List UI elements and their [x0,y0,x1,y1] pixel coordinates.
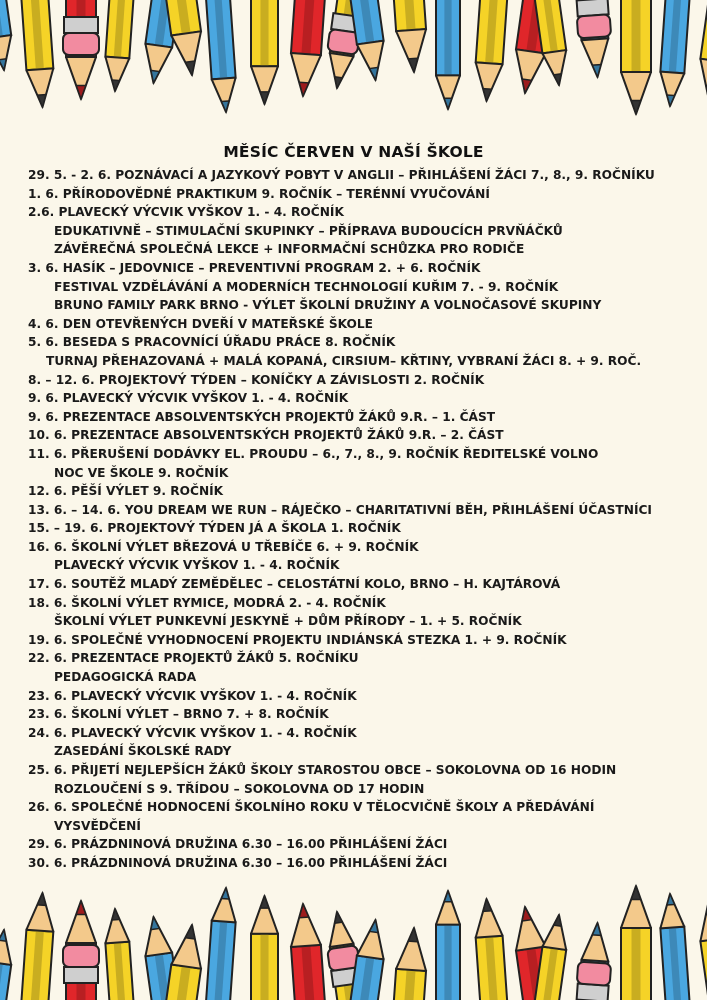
list-item: ZÁVĚREČNÁ SPOLEČNÁ LEKCE + INFORMAČNÍ SCHŮZKA PRO RODIČE [54,242,525,257]
list-item: 2.6. PLAVECKÝ VÝCVIK VYŠKOV 1. - 4. ROČNÍK [28,205,344,220]
list-item: PEDAGOGICKÁ RADA [54,670,197,685]
list-item: 15. – 19. 6. PROJEKTOVÝ TÝDEN JÁ A ŠKOLA 1. ROČNÍK [28,521,401,536]
list-item: EDUKATIVNĚ – STIMULAČNÍ SKUPINKY – PŘÍPRAVA BUDOUCÍCH PRVŇÁČKŮ [54,223,563,238]
list-item: 29. 5. - 2. 6. POZNÁVACÍ A JAZYKOVÝ POBYT V ANGLII – PŘIHLÁŠENÍ ŽÁCI 7., 8., 9. ROČNÍKU [28,168,655,182]
list-item: 18. 6. ŠKOLNÍ VÝLET RYMICE, MODRÁ 2. - 4. ROČNÍK [28,595,386,610]
list-item: ŠKOLNÍ VÝLET PUNKEVNÍ JESKYNĚ + DŮM PŘÍRODY – 1. + 5. ROČNÍK [54,614,522,629]
list-item: 30. 6. PRÁZDNINOVÁ DRUŽINA 6.30 – 16.00 PŘIHLÁŠENÍ ŽÁCI [28,855,448,870]
document-content [0,140,707,873]
list-item: 17. 6. SOUTĚŽ MLADÝ ZEMĚDĚLEC – CELOSTÁTNÍ KOLO, BRNO – H. KAJTÁROVÁ [28,577,561,592]
pencil-border-icon [0,880,707,1000]
list-item: 23. 6. ŠKOLNÍ VÝLET – BRNO 7. + 8. ROČNÍK [28,707,329,722]
list-item: 3. 6. HASÍK – JEDOVNICE – PREVENTIVNÍ PROGRAM 2. + 6. ROČNÍK [28,260,481,275]
list-item: 9. 6. PLAVECKÝ VÝCVIK VYŠKOV 1. - 4. ROČNÍK [28,391,349,406]
list-item: 25. 6. PŘIJETÍ NEJLEPŠÍCH ŽÁKŮ ŠKOLY STAROSTOU OBCE – SOKOLOVNA OD 16 HODIN [28,763,617,777]
pencil-border-icon [0,0,707,135]
list-item: BRUNO FAMILY PARK BRNO - VÝLET ŠKOLNÍ DRUŽINY A VOLNOČASOVÉ SKUPINY [54,298,602,313]
list-item: 13. 6. – 14. 6. YOU DREAM WE RUN – RÁJEČKO – CHARITATIVNÍ BĚH, PŘIHLÁŠENÍ ÚČASTNÍCI [28,502,652,517]
list-item: FESTIVAL VZDĚLÁVÁNÍ A MODERNÍCH TECHNOLOGIÍ KUŘIM 7. - 9. ROČNÍK [54,279,559,294]
list-item: TURNAJ PŘEHAZOVANÁ + MALÁ KOPANÁ, CIRSIUM– KŘTINY, VYBRANÍ ŽÁCI 8. + 9. ROČ. [46,353,642,368]
list-item: 16. 6. ŠKOLNÍ VÝLET BŘEZOVÁ U TŘEBÍČE 6. + 9. ROČNÍK [28,539,419,554]
list-item: 12. 6. PĚŠÍ VÝLET 9. ROČNÍK [28,484,224,499]
list-item: 11. 6. PŘERUŠENÍ DODÁVKY EL. PROUDU – 6., 7., 8., 9. ROČNÍK ŘEDITELSKÉ VOLNO [28,446,599,461]
list-item: VYSVĚDČENÍ [54,818,141,833]
pencil-border-bottom [0,880,707,1000]
list-item: ROZLOUČENÍ S 9. TŘÍDOU – SOKOLOVNA OD 17 HODIN [54,781,425,796]
list-item: 9. 6. PREZENTACE ABSOLVENTSKÝCH PROJEKTŮ ŽÁKŮ 9.R. – 1. ČÁST [28,409,496,424]
event-list [0,166,707,873]
list-item: PLAVECKÝ VÝCVIK VYŠKOV 1. - 4. ROČNÍK [54,558,340,573]
list-item: 8. – 12. 6. PROJEKTOVÝ TÝDEN – KONÍČKY A ZÁVISLOSTI 2. ROČNÍK [28,372,485,387]
list-item: 4. 6. DEN OTEVŘENÝCH DVEŘÍ V MATEŘSKÉ ŠKOLE [28,316,373,331]
list-item: ZASEDÁNÍ ŠKOLSKÉ RADY [54,744,232,759]
list-item: NOC VE ŠKOLE 9. ROČNÍK [54,465,229,480]
list-item: 22. 6. PREZENTACE PROJEKTŮ ŽÁKŮ 5. ROČNÍKU [28,651,359,666]
list-item: 10. 6. PREZENTACE ABSOLVENTSKÝCH PROJEKTŮ ŽÁKŮ 9.R. – 2. ČÁST [28,428,504,443]
list-item: 5. 6. BESEDA S PRACOVNÍCÍ ÚŘADU PRÁCE 8. ROČNÍK [28,335,396,350]
list-item: 26. 6. SPOLEČNÉ HODNOCENÍ ŠKOLNÍHO ROKU V TĚLOCVIČNĚ ŠKOLY A PŘEDÁVÁNÍ [28,800,595,815]
list-item: 23. 6. PLAVECKÝ VÝCVIK VYŠKOV 1. - 4. ROČNÍK [28,688,357,703]
list-item: 24. 6. PLAVECKÝ VÝCVIK VYŠKOV 1. - 4. ROČNÍK [28,725,357,740]
pencil-border-top [0,0,707,135]
list-item: 29. 6. PRÁZDNINOVÁ DRUŽINA 6.30 – 16.00 PŘIHLÁŠENÍ ŽÁCI [28,837,448,852]
list-item: 19. 6. SPOLEČNÉ VYHODNOCENÍ PROJEKTU INDIÁNSKÁ STEZKA 1. + 9. ROČNÍK [28,632,567,647]
page-title: MĚSÍC ČERVEN V NAŠÍ ŠKOLE [223,143,484,161]
list-item: 1. 6. PŘÍRODOVĚDNÉ PRAKTIKUM 9. ROČNÍK – TERÉNNÍ VYUČOVÁNÍ [28,186,490,201]
